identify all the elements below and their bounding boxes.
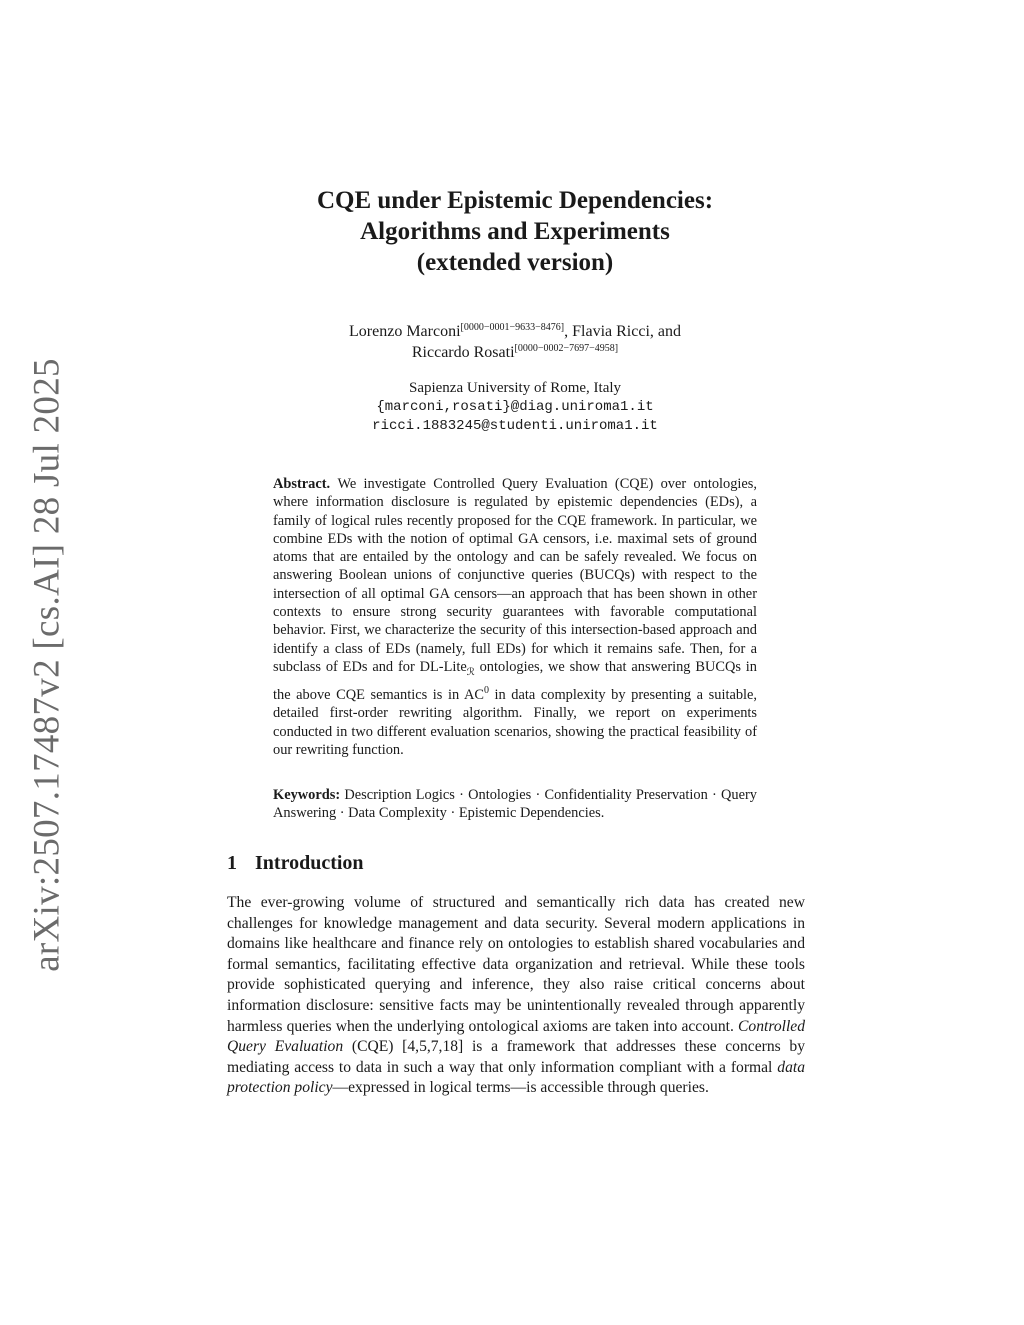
- author-name: Lorenzo Marconi: [349, 323, 461, 340]
- orcid-id: [0000−0002−7697−4958]: [514, 343, 619, 354]
- title-line: CQE under Epistemic Dependencies:: [316, 187, 714, 214]
- emphasis-term: Controlled Query Evaluation: [227, 1017, 805, 1056]
- emphasis-term: data protection policy: [227, 1058, 805, 1097]
- author-list: [225, 321, 805, 363]
- arxiv-identifier-stamp: [22, 358, 72, 972]
- abstract-text: We investigate Controlled Query Evaluation (CQE) over ontologies, where information disclosure is regulated by epistemic dependencies (EDs), a family of logical rules recently proposed for the CQE framework. In particular, we combine EDs with the notion of optimal GA censors, i.e. maximal sets of ground atoms that are entailed by the ontology and can be safely revealed. We focus on answering Boolean unions of conjunctive queries (BUCQs) with respect to the intersection of all optimal GA censors—an approach that has been shown in other contexts to ensure strong security guarantees with favorable computational behavior. First, we characterize the security of this intersection-based approach and identify a class of EDs (namely, full EDs) for which it remains safe. Then, for a subclass of EDs and for DL-Lite: [273, 476, 757, 675]
- author-name: , Flavia Ricci, and: [564, 323, 681, 340]
- introduction-body: [227, 893, 805, 1099]
- keywords-text: Description Logics · Ontologies · Confidentiality Preservation · Query Answering · Data Complexity · Epistemic Dependencies.: [273, 787, 757, 822]
- abstract-text: ontologies, we show that answering BUCQs in the above CQE semantics is in AC: [273, 658, 758, 703]
- ac-superscript: 0: [483, 685, 489, 697]
- paper-title: [225, 185, 805, 278]
- affiliation: [225, 379, 805, 436]
- dl-lite-subscript: ℛ: [466, 666, 475, 678]
- section-number: 1: [227, 852, 237, 874]
- body-text: The ever-growing volume of structured and semantically rich data has created new challenges for knowledge management and data security. Several modern applications in domains like healthcare and finance rely on ontologies to establish shared vocabularies and formal semantics, facilitating effective data organization and retrieval. While these tools provide sophisticated querying and inference, they also raise critical concerns about information disclosure: sensitive facts may be unintentionally revealed through apparently harmless queries when the underlying ontological axioms are taken into account.: [227, 894, 805, 1035]
- abstract-label: Abstract.: [273, 476, 331, 492]
- abstract: [273, 475, 757, 759]
- paragraph: [227, 893, 805, 1099]
- author-line-2: [225, 342, 805, 363]
- section-title: Introduction: [255, 852, 364, 874]
- author-line-1: [225, 321, 805, 342]
- body-text: (CQE) [4,5,7,18] is a framework that addresses these concerns by mediating access to data in such a way that only information compliant with a formal: [227, 1038, 806, 1076]
- title-line: Algorithms and Experiments: [360, 218, 670, 245]
- section-heading: [227, 852, 364, 875]
- keywords-label: Keywords:: [273, 787, 341, 803]
- body-text: —expressed in logical terms—is accessible through queries.: [332, 1079, 709, 1097]
- abstract-text: in data complexity by presenting a suitable, detailed first-order rewriting algorithm. Finally, we report on experiments conducted in two different evaluation scenarios, showing the practical feasibility of our rewriting function.: [273, 686, 758, 758]
- author-name: Riccardo Rosati: [411, 344, 515, 361]
- keywords: [273, 786, 757, 823]
- title-line: (extended version): [416, 249, 614, 276]
- email-address: {marconi,rosati}@diag.uniroma1.it: [376, 399, 654, 415]
- institution: Sapienza University of Rome, Italy: [408, 380, 622, 396]
- arxiv-identifier: arXiv:2507.17487v2 [cs.AI] 28 Jul 2025: [26, 358, 68, 972]
- email-address: ricci.1883245@studenti.uniroma1.it: [372, 418, 658, 434]
- orcid-id: [0000−0001−9633−8476]: [460, 322, 565, 333]
